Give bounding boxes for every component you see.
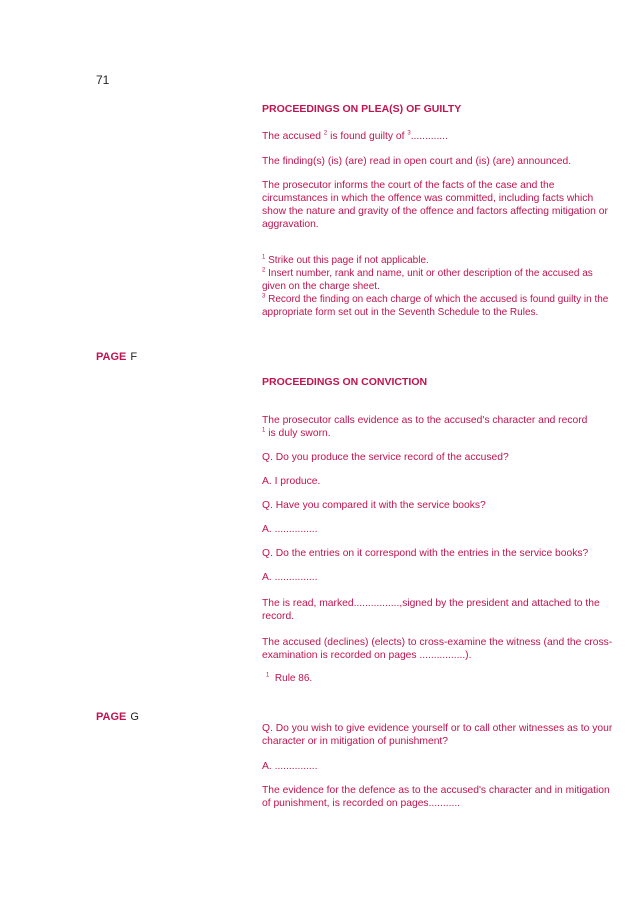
guilty-blank: ............. xyxy=(410,131,448,142)
cross-examine-paragraph: The accused (declines) (elects) to cross-examine the witness (and the cross- examination is recorded on pages ................). xyxy=(262,637,613,661)
record-read-paragraph: The is read, marked................,signed by the president and attached to the record. xyxy=(262,598,600,622)
question-compared: Q. Have you compared it with the service books? xyxy=(262,500,486,511)
finding-paragraph: The finding(s) (is) (are) read in open court and (is) (are) announced. xyxy=(262,156,572,167)
page-marker-g: PAGE G xyxy=(96,711,139,723)
rule-footnote: $^1$ Rule 86. xyxy=(266,672,313,684)
question-give-evidence: Q. Do you wish to give evidence yourself or to call other witnesses as to your character or in mitigation of punishment? xyxy=(262,723,613,747)
guilty-text: is found guilty of xyxy=(330,131,405,142)
answer-blank: A. ............... xyxy=(262,761,318,772)
accused-guilty-line xyxy=(262,130,614,143)
prosecutor-paragraph: The prosecutor informs the court of the facts of the case and the circumstances in which the offence was committed, including facts which show the nature and gravity of the offence and factors affecting mitigation or aggravation. xyxy=(262,180,608,230)
answer-blank: A. ............... xyxy=(262,524,318,535)
answer-produce: A. I produce. xyxy=(262,476,321,487)
footnote-ref: 3 xyxy=(407,130,411,137)
section-heading-conviction: PROCEEDINGS ON CONVICTION xyxy=(262,376,428,388)
section-heading-plea-guilty: PROCEEDINGS ON PLEA(S) OF GUILTY xyxy=(262,103,462,115)
footnote-ref: 2 xyxy=(323,130,328,137)
answer-blank: A. ............... xyxy=(262,572,318,583)
defence-evidence-paragraph: The evidence for the defence as to the accused's character and in mitigation of punishment, is recorded on pages........... xyxy=(262,785,610,809)
question-entries: Q. Do the entries on it correspond with the entries in the service books? xyxy=(262,548,589,559)
accused-text: The accused xyxy=(262,131,321,142)
footnote-item: $^3$ Record the finding on each charge of which the accused is found guilty in the appropriate form set out in the Seventh Schedule to the Rules. xyxy=(262,293,609,318)
footnotes-block xyxy=(262,254,614,319)
page-marker-f: PAGE F xyxy=(96,351,138,363)
page-number: 71 xyxy=(96,73,110,87)
footnote-item: $^1$ Strike out this page if not applicable. xyxy=(262,254,429,266)
calls-evidence-paragraph: The prosecutor calls evidence as to the accused's character and record $^1$ is duly sworn. xyxy=(262,415,588,439)
question-service-record: Q. Do you produce the service record of the accused? xyxy=(262,452,509,463)
footnote-item: $^2$ Insert number, rank and name, unit or other description of the accused as given on the charge sheet. xyxy=(262,267,593,292)
